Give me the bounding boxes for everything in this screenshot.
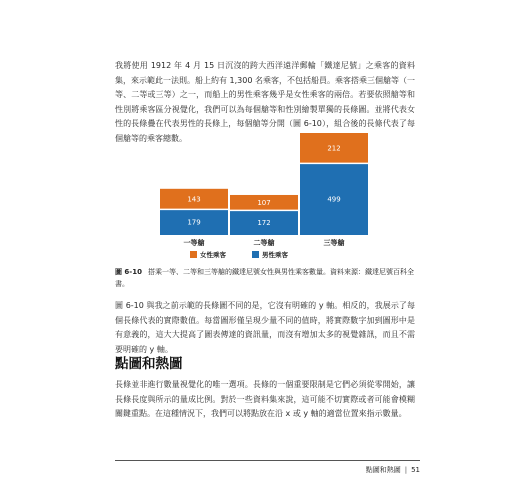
- legend-label: 女性乘客: [200, 251, 226, 259]
- body-paragraph-3: 長條並非進行數量視覺化的唯一選項。長條的一個重要限制是它們必須從零開始，讓長條長度與所示的量成比例。對於一些資料集來說，這可能不切實際或者可能會模糊關鍵重點。在這種情況下，我們可以將點放在沿 x 或 y 軸的適當位置來指示數量。: [115, 380, 415, 418]
- category-label: 三等艙: [323, 239, 345, 247]
- legend-label: 男性乘客: [262, 251, 288, 259]
- category-label: 二等艙: [253, 239, 275, 247]
- figure-number: 圖 6-10: [115, 268, 142, 276]
- data-label: 212: [327, 144, 341, 153]
- data-label: 179: [187, 218, 201, 227]
- data-label: 172: [257, 219, 271, 228]
- legend-swatch: [252, 251, 259, 258]
- data-label: 107: [257, 199, 271, 208]
- page-footer: [366, 465, 420, 475]
- section-heading: 點圖和熱圖: [115, 356, 183, 372]
- page-number: 51: [411, 466, 420, 474]
- stacked-bar-chart: [115, 128, 415, 268]
- figure-caption: [115, 266, 415, 290]
- legend-swatch: [190, 251, 197, 258]
- data-label: 143: [187, 195, 201, 204]
- footer-section-title: 點圖和熱圖: [365, 466, 401, 474]
- data-label: 499: [327, 195, 341, 204]
- footer-separator: |: [404, 466, 408, 474]
- body-paragraph-2: 圖 6-10 與我之前示範的長條圖不同的是，它沒有明確的 y 軸。相反的，我展示了每個長條代表的實際數值。每當圖形僅呈現少量不同的值時，將實際數字加到圖形中是有意義的，這大大提高了圖表傳達的資訊量，而沒有增加太多的視覺雜訊，而且不需要明確的 y 軸。: [115, 301, 415, 354]
- category-label: 一等艙: [183, 239, 205, 247]
- intro-paragraph: 我將使用 1912 年 4 月 15 日沉沒的跨大西洋遠洋郵輪「鐵達尼號」之乘客的資料集，來示範此一法則。船上約有 1,300 名乘客，不包括船員。乘客搭乘三個艙等（一等、二等或三等）之一，而船上的男性乘客幾乎是女性乘客的兩倍。若要依照艙等和性別將乘客區分視覺化，我們可以為每個艙等和性別繪製單獨的長條圖。並將代表女性的長條疊在代表男性的長條上，每個艙等分開（圖 6-10），組合後的長條代表了每個艙等的乘客總數。: [115, 61, 415, 143]
- figure-caption-text: 搭乘一等、二等和三等艙的鐵達尼號女性與男性乘客數量。資料來源：鐵達尼號百科全書。: [115, 268, 414, 288]
- footer-rule: [115, 460, 420, 461]
